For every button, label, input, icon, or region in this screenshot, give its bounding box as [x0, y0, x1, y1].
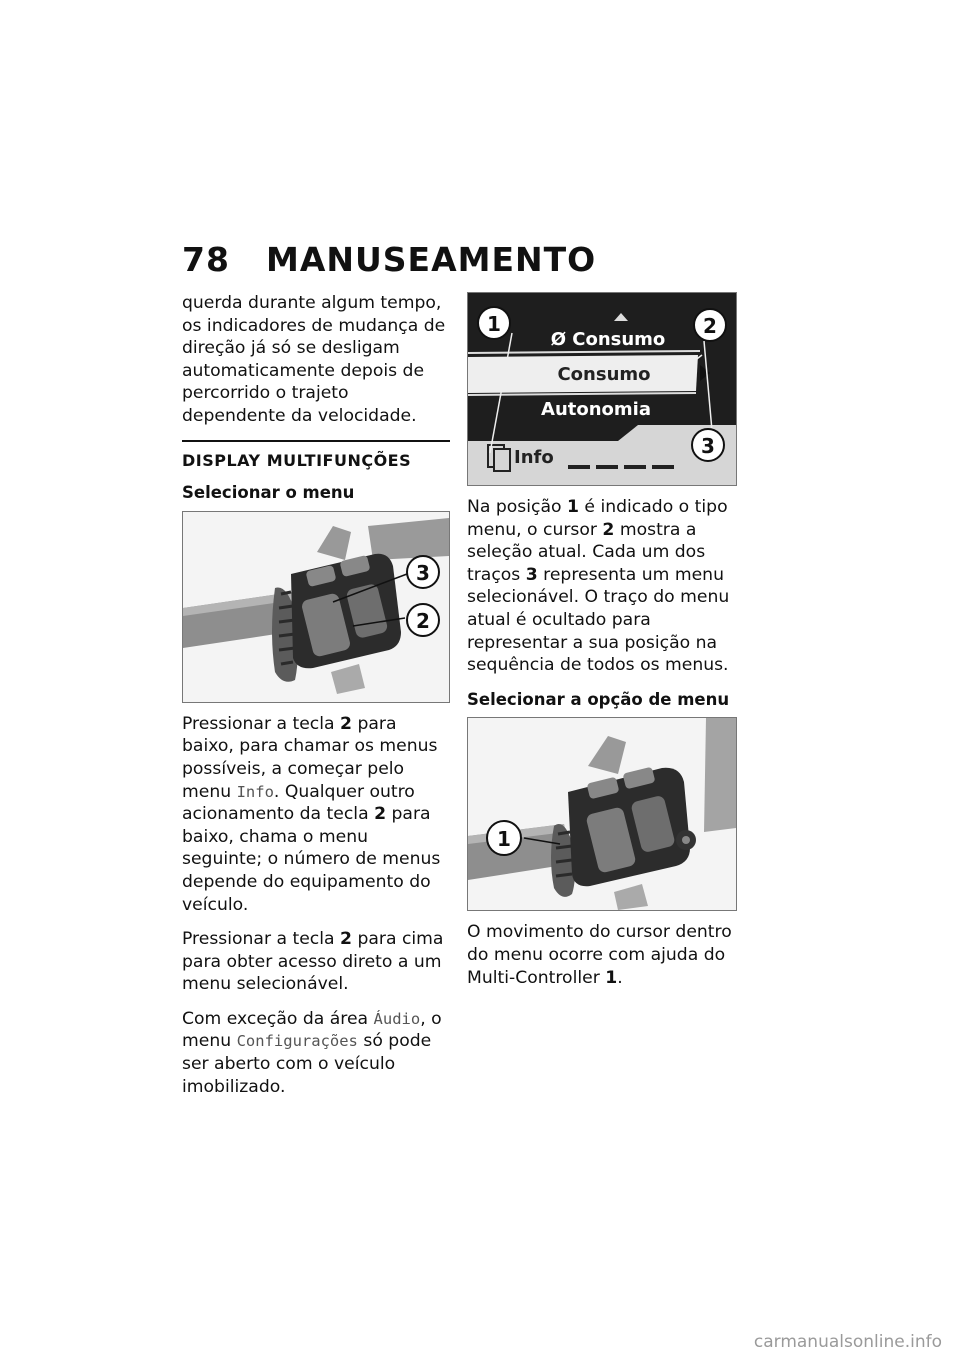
- watermark: carmanualsonline.info: [753, 1332, 942, 1352]
- display-item-range: Autonomia: [541, 399, 651, 420]
- display-item-avg-consumption: Ø Consumo: [550, 329, 666, 350]
- paragraph-display-explanation: Na posição 1 é indicado o tipo menu, o cursor 2 mostra a seleção atual. Cada um dos traços 3 representa um menu selecionável. O traço do menu atual é ocultado para representar a sua posição na sequência de todos os menus.: [467, 497, 730, 676]
- left-column: [182, 292, 450, 1110]
- page-number: 78: [182, 240, 230, 279]
- subheading-select-option: Selecionar a opção de menu: [467, 689, 730, 709]
- display-callout-2: 2: [703, 314, 717, 338]
- paragraph-cursor-movement: O movimento do cursor dentro do menu ocorre com ajuda do Multi-Controller 1.: [467, 922, 732, 988]
- page-title: MANUSEAMENTO: [266, 240, 597, 279]
- paragraph-exception: Com exceção da área Áudio, o menu Configurações só pode ser aberto com o veículo imobilizado.: [182, 1008, 442, 1097]
- right-column: [467, 292, 735, 1001]
- fig1-callout-3: 3: [416, 560, 430, 585]
- multifunction-display-figure: [467, 292, 737, 486]
- subheading-select-menu: Selecionar o menu: [182, 483, 355, 503]
- paragraph-press-up: Pressionar a tecla 2 para cima para obter acesso direto a um menu selecionável.: [182, 929, 444, 995]
- display-callout-3: 3: [701, 434, 715, 458]
- section-divider: [182, 440, 450, 442]
- display-item-consumption-selected: Consumo: [557, 364, 651, 385]
- handlebar-switch-figure: [182, 511, 450, 703]
- display-footer-info: Info: [514, 447, 554, 468]
- intro-paragraph: querda durante algum tempo, os indicadores de mudança de direção já só se desligam automaticamente depois de percorrido o trajeto dependente da velocidade.: [182, 293, 446, 426]
- page-header: [182, 240, 596, 279]
- paragraph-press-down: Pressionar a tecla 2 para baixo, para chamar os menus possíveis, a começar pelo menu Info. Qualquer outro acionamento da tecla 2 para baixo, chama o menu seguinte; o número de menus depende do equipamento do veículo.: [182, 713, 441, 915]
- section-title: DISPLAY MULTIFUNÇÕES: [182, 450, 412, 470]
- fig3-callout-1: 1: [497, 827, 511, 852]
- fig1-callout-2: 2: [416, 608, 430, 633]
- multi-controller-figure: [467, 717, 737, 911]
- display-callout-1: 1: [487, 312, 501, 336]
